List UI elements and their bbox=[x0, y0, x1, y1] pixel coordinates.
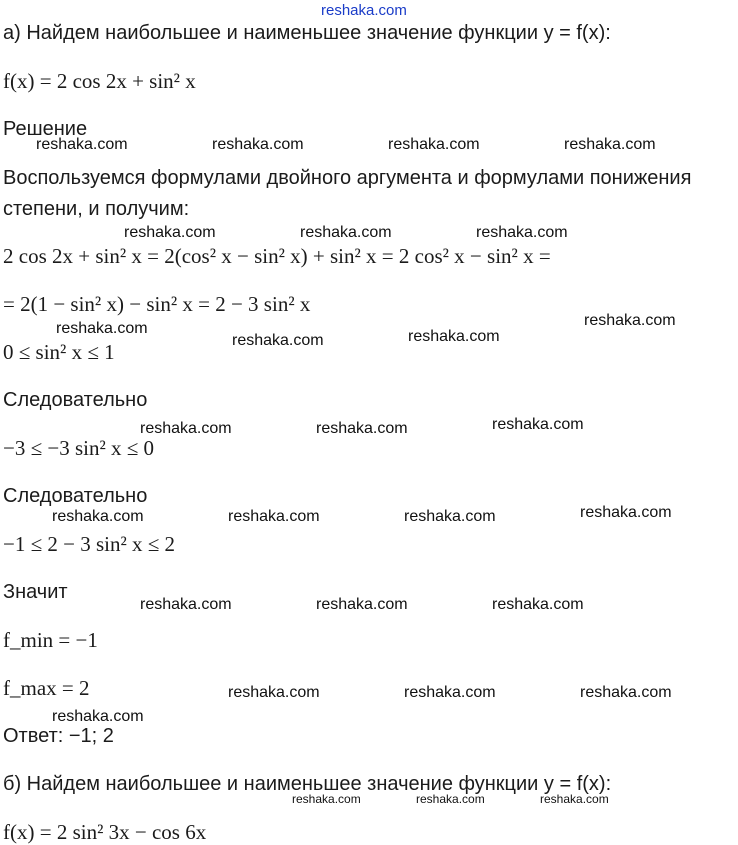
function-a: f(x) = 2 cos 2x + sin² x bbox=[3, 69, 196, 93]
watermark: reshaka.com bbox=[580, 684, 672, 701]
inequality-2: −3 ≤ −3 sin² x ≤ 0 bbox=[3, 436, 155, 460]
watermark: reshaka.com bbox=[292, 792, 361, 806]
watermark: reshaka.com bbox=[316, 596, 408, 613]
function-b: f(x) = 2 sin² 3x − cos 6x bbox=[3, 820, 207, 844]
watermark: reshaka.com bbox=[212, 136, 304, 153]
watermark: reshaka.com bbox=[52, 508, 144, 525]
watermark: reshaka.com bbox=[540, 792, 609, 806]
fmin-value: f_min = −1 bbox=[3, 628, 98, 652]
watermark: reshaka.com bbox=[228, 508, 320, 525]
therefore-1: Следовательно bbox=[3, 389, 148, 411]
solution-heading: Решение bbox=[3, 118, 88, 140]
task-a-heading: а) Найдем наибольшее и наименьшее значение функции y = f(x): bbox=[3, 22, 611, 44]
watermark: reshaka.com bbox=[56, 320, 148, 337]
hence-label: Значит bbox=[3, 581, 68, 603]
watermark: reshaka.com bbox=[476, 224, 568, 241]
fmax-value: f_max = 2 bbox=[3, 676, 90, 700]
watermark: reshaka.com bbox=[408, 328, 500, 345]
therefore-2: Следовательно bbox=[3, 485, 148, 507]
watermark: reshaka.com bbox=[232, 332, 324, 349]
watermark: reshaka.com bbox=[492, 596, 584, 613]
equation-2: = 2(1 − sin² x) − sin² x = 2 − 3 sin² x bbox=[3, 292, 311, 316]
watermark: reshaka.com bbox=[228, 684, 320, 701]
answer-line: Ответ: −1; 2 bbox=[3, 725, 114, 747]
inequality-1: 0 ≤ sin² x ≤ 1 bbox=[3, 340, 115, 364]
header-watermark: reshaka.com bbox=[321, 2, 407, 19]
watermark: reshaka.com bbox=[404, 684, 496, 701]
watermark: reshaka.com bbox=[416, 792, 485, 806]
watermark: reshaka.com bbox=[140, 420, 232, 437]
watermark: reshaka.com bbox=[584, 312, 676, 329]
watermark: reshaka.com bbox=[52, 708, 144, 725]
task-b-heading: б) Найдем наибольшее и наименьшее значение функции y = f(x): bbox=[3, 773, 612, 795]
watermark: reshaka.com bbox=[36, 136, 128, 153]
watermark: reshaka.com bbox=[124, 224, 216, 241]
intro-line-1: Воспользуемся формулами двойного аргумента и формулами понижения bbox=[3, 167, 692, 189]
watermark: reshaka.com bbox=[316, 420, 408, 437]
watermark: reshaka.com bbox=[492, 416, 584, 433]
watermark: reshaka.com bbox=[564, 136, 656, 153]
watermark: reshaka.com bbox=[300, 224, 392, 241]
watermark: reshaka.com bbox=[580, 504, 672, 521]
equation-1: 2 cos 2x + sin² x = 2(cos² x − sin² x) + sin² x = 2 cos² x − sin² x = bbox=[3, 244, 551, 268]
watermark: reshaka.com bbox=[388, 136, 480, 153]
inequality-3: −1 ≤ 2 − 3 sin² x ≤ 2 bbox=[3, 532, 176, 556]
watermark: reshaka.com bbox=[140, 596, 232, 613]
intro-line-2: степени, и получим: bbox=[3, 198, 190, 220]
watermark: reshaka.com bbox=[404, 508, 496, 525]
